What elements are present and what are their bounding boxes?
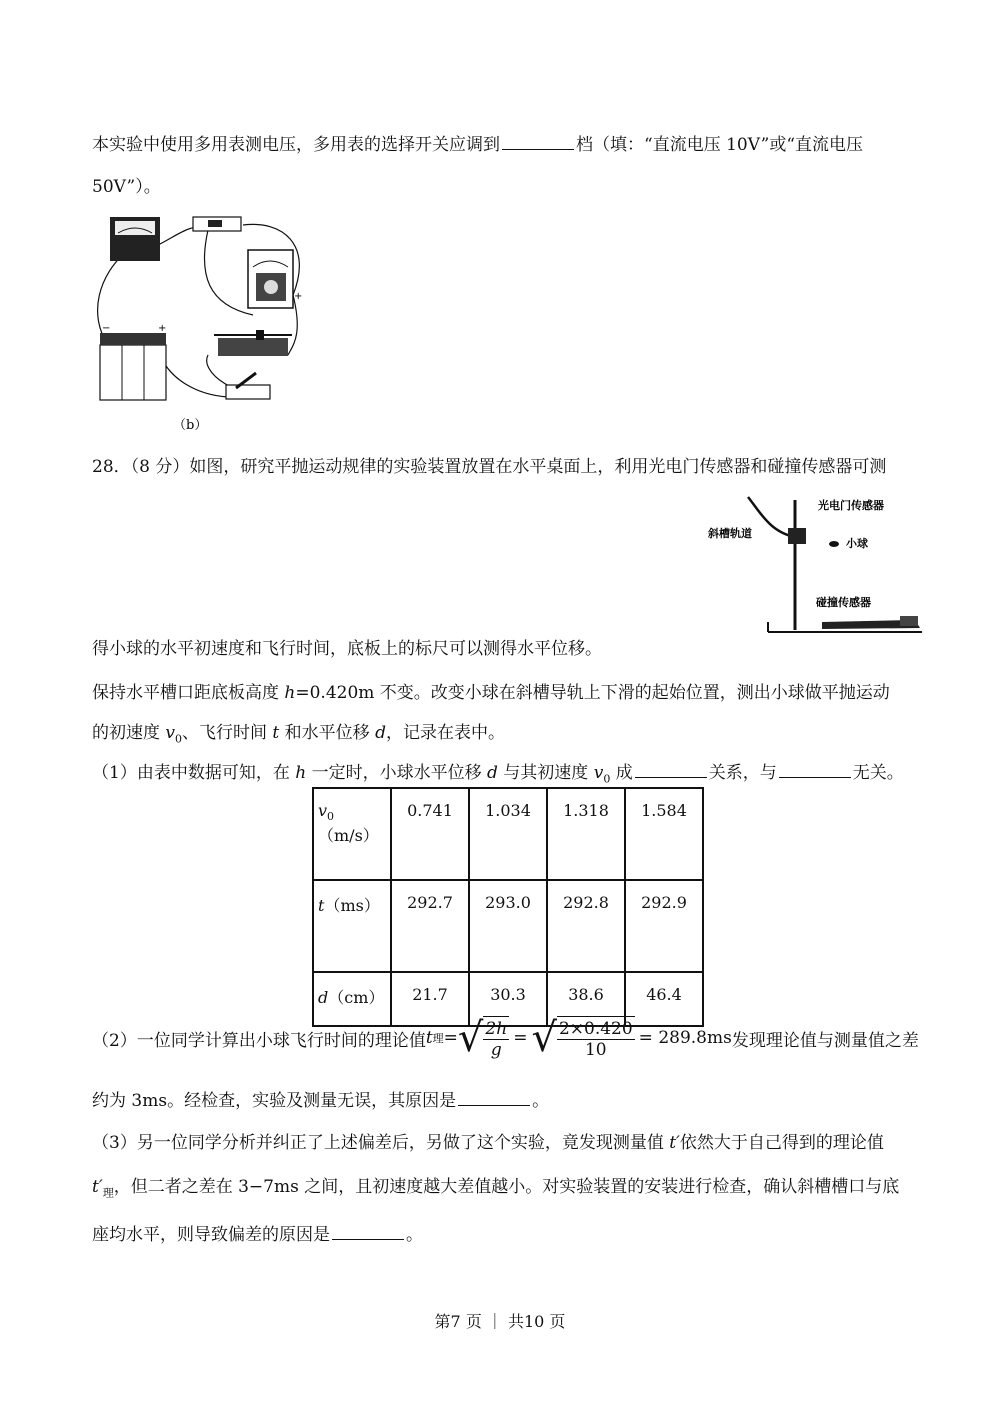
table-cell: 30.3 xyxy=(469,972,547,1026)
table-cell: 293.0 xyxy=(469,880,547,972)
sqrt-expression: √ $\frac{2h}{g}$ xyxy=(457,1015,508,1061)
table-cell: 21.7 xyxy=(391,972,469,1026)
q28-para2: 的初速度 $v_0$、飞行时间 t 和水平位移 d，记录在表中。 xyxy=(92,723,505,746)
answer-blank xyxy=(635,776,707,778)
sqrt-expression: √ $\frac{2\times 0.420}{10}$ xyxy=(531,1015,633,1061)
apparatus-figure xyxy=(700,492,928,642)
circuit-figure-b xyxy=(88,205,310,435)
table-row xyxy=(313,880,703,972)
rheostat-icon xyxy=(218,338,288,356)
row-header: $v_0(m/s)$ xyxy=(313,788,391,880)
table-cell: 0.741 xyxy=(391,788,469,880)
table-cell: 292.8 xyxy=(547,880,625,972)
sqrt-icon: √ xyxy=(531,1015,557,1061)
table-cell: 46.4 xyxy=(625,972,703,1026)
svg-text:+: + xyxy=(294,291,303,302)
q28-part3-end: 座均水平，则导致偏差的原因是 。 xyxy=(92,1225,423,1245)
knife-switch-icon xyxy=(226,385,270,399)
row-header: d（cm） xyxy=(313,972,391,1026)
figure-caption: （b） xyxy=(173,418,208,433)
table-cell: 292.7 xyxy=(391,880,469,972)
text-line-voltmeter-options: 50V”）。 xyxy=(92,177,161,197)
row-header: t（ms） xyxy=(313,880,391,972)
battery-icon xyxy=(100,345,166,400)
svg-text:+: + xyxy=(158,323,167,334)
table-cell: 1.318 xyxy=(547,788,625,880)
table-cell: 1.034 xyxy=(469,788,547,880)
q28-intro-cont: 得小球的水平初速度和飞行时间，底板上的标尺可以测得水平位移。 xyxy=(92,639,602,659)
q28-part3-cont: $t'_理$，但二者之差在 3−7ms 之间，且初速度越大差值越小。对实验装置的安装进行检查，确认斜槽槽口与底 xyxy=(92,1177,900,1200)
answer-blank xyxy=(458,1104,530,1106)
table-row xyxy=(313,788,703,880)
q28-part3: （3）另一位同学分析并纠正了上述偏差后，另做了这个实验，竟发现测量值 t′依然大于自己得到的理论值 xyxy=(92,1133,884,1153)
answer-blank xyxy=(502,148,574,150)
answer-blank xyxy=(332,1238,404,1240)
q28-para1: 保持水平槽口距底板高度 h=0.420m 不变。改变小球在斜槽导轨上下滑的起始位置，测出小球做平抛运动 xyxy=(92,683,890,703)
table-cell: 1.584 xyxy=(625,788,703,880)
q28-part1: （1）由表中数据可知，在 h 一定时，小球水平位移 d 与其初速度 $v_0$ 成 关系，与 无关。 xyxy=(92,763,904,786)
label-track: 斜槽轨道 xyxy=(708,527,752,540)
text-line-voltmeter-setting: 本实验中使用多用表测电压，多用表的选择开关应调到 档（填：“直流电压 10V”或“直流电压 xyxy=(92,135,864,155)
q28-intro: 28．（8 分）如图，研究平抛运动规律的实验装置放置在水平桌面上，利用光电门传感器和碰撞传感器可测 xyxy=(92,457,887,477)
label-photogate: 光电门传感器 xyxy=(818,499,884,512)
svg-text:−: − xyxy=(102,323,111,334)
label-ball: 小球 xyxy=(846,537,868,550)
answer-blank xyxy=(779,776,851,778)
data-table xyxy=(312,787,704,1027)
ball-icon xyxy=(829,541,839,547)
q28-part2-formula-line: （2）一位同学计算出小球飞行时间的理论值 t 理 = √ $\frac{2h}{g}$ = √ $\frac{2\times 0.420}{10}$ = 289.8ms 发现理论值与测量值之差 xyxy=(92,1015,919,1061)
table-cell: 38.6 xyxy=(547,972,625,1026)
table-cell: 292.9 xyxy=(625,880,703,972)
q28-part2-cont: 约为 3ms。经检查，实验及测量无误，其原因是 。 xyxy=(92,1091,550,1111)
sqrt-icon: √ xyxy=(457,1015,484,1061)
page-footer: 第7 页 ｜ 共10 页 xyxy=(434,1312,566,1331)
label-collision-sensor: 碰撞传感器 xyxy=(816,596,871,609)
